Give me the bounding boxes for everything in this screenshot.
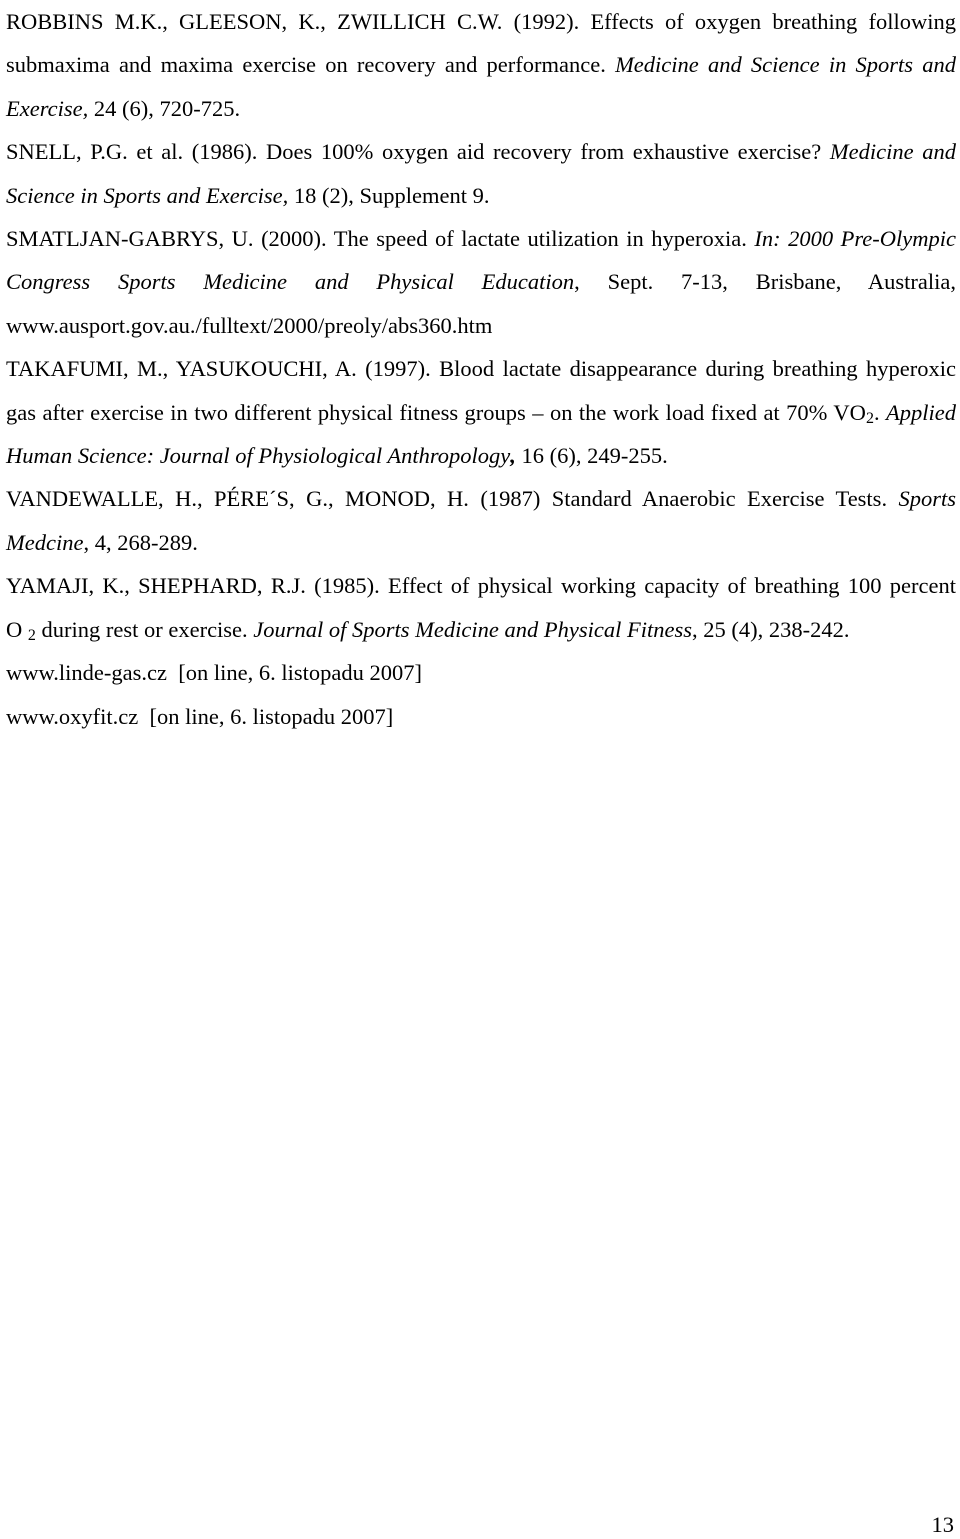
ref-journal: In: 2000 Pre-Olympic Congress Sports Medicine and Physical Education (6, 226, 957, 295)
ref-title: Does 100% oxygen aid recovery from exhaustive exercise? (266, 139, 822, 165)
ref-journal: Medicine and Science in Sports and Exercise, (6, 52, 957, 121)
ref-title-end: during rest or exercise. (41, 616, 248, 642)
ref-authors: VANDEWALLE, H., PÉRE´S, G., MONOD, H. (1987) (6, 486, 541, 512)
ref-journal: Applied Human Science: Journal of Physiological Anthropology (6, 399, 957, 469)
page-number: 13 (931, 1512, 954, 1537)
reference-vandewalle (6, 477, 956, 564)
reference-yamaji (6, 564, 956, 651)
ref-journal: Journal of Sports Medicine and Physical Fitness (253, 616, 692, 642)
ref-authors: ROBBINS M.K., GLEESON, K., ZWILLICH C.W. (1992). (6, 9, 580, 34)
ref-title: The speed of lactate utilization in hyperoxia. (333, 226, 747, 252)
ref-title-main: Blood lactate disappearance during breathing hyperoxic gas after exercise in two different physical fitness groups – on the work load fixed at 70% VO (6, 356, 956, 425)
ref-journal: Medicine and Science in Sports and Exercise, (6, 139, 956, 208)
ref-title-end: . (873, 399, 880, 425)
reference-robbins (6, 0, 956, 130)
ref-details: , 4, 268-289. (83, 529, 198, 555)
ref-title-main: Effect of physical working capacity of breathing 100 percent O (6, 573, 956, 642)
ref-journal-punct: , (510, 443, 516, 469)
ref-details: 18 (2), Supplement 9. (293, 182, 490, 208)
ref-title: Standard Anaerobic Exercise Tests. (551, 486, 888, 512)
reference-snell (6, 130, 956, 217)
ref-details: 16 (6), 249-255. (521, 443, 668, 469)
ref-title: Effects of oxygen breathing following submaxima and maxima exercise on recovery and performance. (6, 9, 956, 78)
reference-takafumi (6, 347, 956, 477)
ref-details: 24 (6), 720-725. (93, 95, 241, 121)
ref-authors: SNELL, P.G. et al. (1986). (6, 139, 258, 165)
ref-authors: TAKAFUMI, M., YASUKOUCHI, A. (1997). (6, 356, 431, 382)
web-source-oxyfit: www.oxyfit.cz [on line, 6. listopadu 2007] (6, 703, 394, 729)
reference-smatljan (6, 217, 956, 347)
ref-details: , Sept. 7-13, Brisbane, Australia, www.ausport.gov.au./fulltext/2000/preoly/abs360.htm (6, 269, 956, 338)
ref-authors: SMATLJAN-GABRYS, U. (2000). (6, 226, 327, 252)
ref-journal: Sports Medcine (6, 486, 957, 555)
ref-authors: YAMAJI, K., SHEPHARD, R.J. (1985). (6, 573, 380, 599)
ref-details: , 25 (4), 238-242. (691, 616, 850, 642)
ref-title-subscript: 2 (27, 626, 36, 644)
web-source-linde: www.linde-gas.cz [on line, 6. listopadu 2007] (6, 660, 422, 686)
ref-title-subscript: 2 (865, 409, 874, 427)
reference-list (6, 0, 956, 738)
